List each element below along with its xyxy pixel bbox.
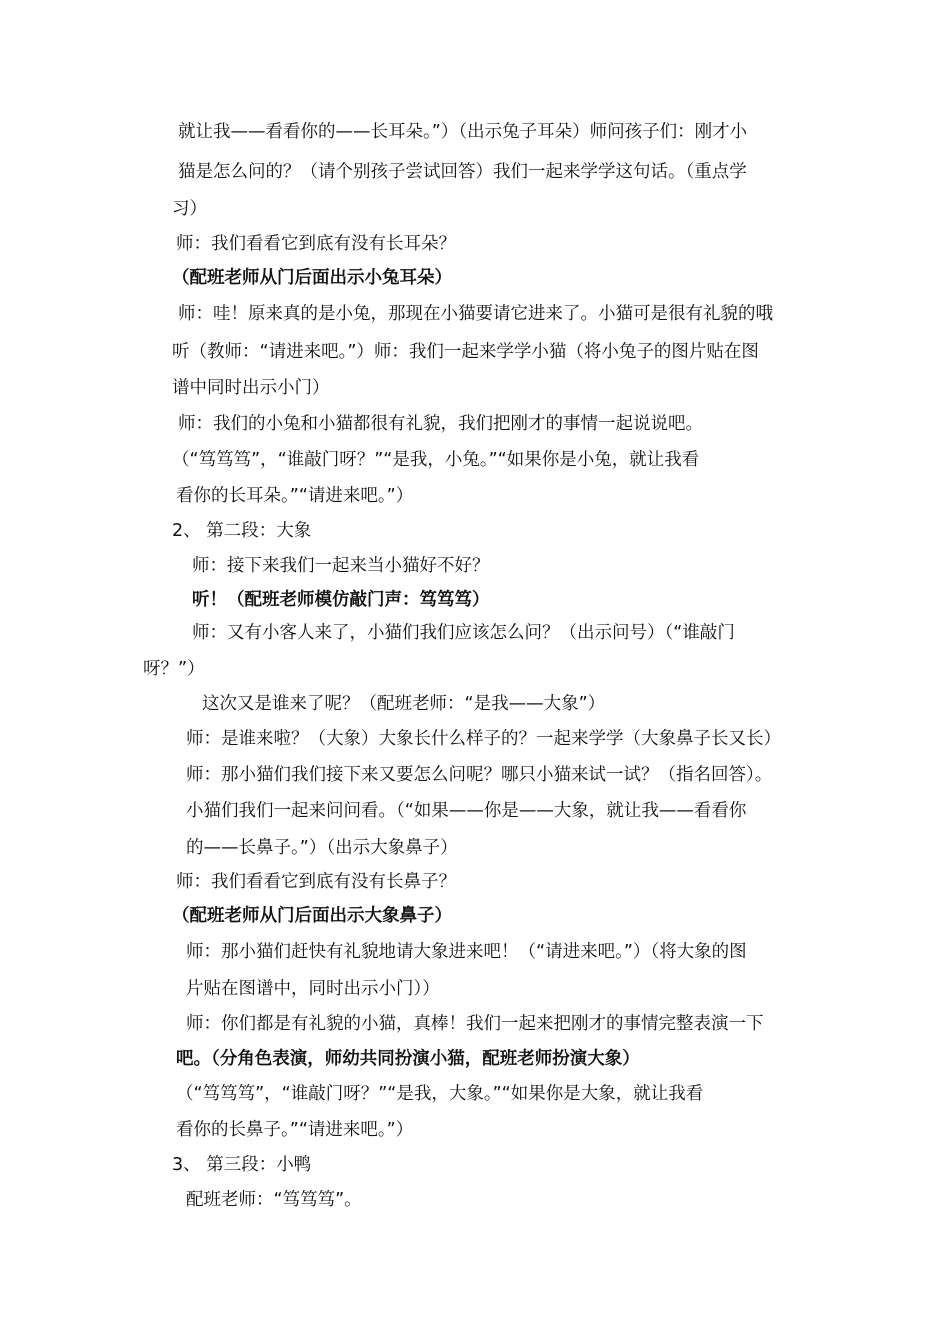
- text-line: 师：接下来我们一起来当小猫好不好？: [192, 556, 490, 576]
- text-line: 师：又有小客人来了，小猫们我们应该怎么问？（出示问号）（“谁敲门: [192, 623, 735, 643]
- bold-stage-direction: 听！（配班老师模仿敲门声：笃笃笃）: [192, 590, 490, 610]
- text-line: 小猫们我们一起来问问看。（“如果——你是——大象，就让我——看看你: [186, 801, 747, 821]
- text-line: 师：那小猫们我们接下来又要怎么问呢？哪只小猫来试一试？（指名回答）。: [186, 765, 773, 785]
- text-line: 呀？”）: [143, 659, 205, 679]
- text-line: 猫是怎么问的？（请个别孩子尝试回答）我们一起来学学这句话。（重点学: [178, 162, 747, 182]
- text-line: 师：那小猫们赶快有礼貌地请大象进来吧！（“请进来吧。”）（将大象的图: [186, 942, 747, 962]
- text-line: 习）: [172, 199, 207, 219]
- text-line: 这次又是谁来了呢？（配班老师：“是我——大象”）: [202, 694, 606, 714]
- text-line: 看你的长耳朵。”“请进来吧。”）: [176, 486, 414, 506]
- text-line: 谱中同时出示小门）: [172, 378, 330, 398]
- text-line: 的——长鼻子。”）（出示大象鼻子）: [186, 838, 458, 858]
- text-line: 师：你们都是有礼貌的小猫，真棒！我们一起来把刚才的事情完整表演一下: [186, 1014, 764, 1034]
- bold-stage-direction: （配班老师从门后面出示小兔耳朵）: [172, 268, 452, 288]
- text-line: 师：我们看看它到底有没有长鼻子？: [176, 872, 456, 892]
- text-line: 师：我们看看它到底有没有长耳朵？: [176, 234, 456, 254]
- text-line: （“笃笃笃”，“谁敲门呀？”“是我，大象。”“如果你是大象，就让我看: [176, 1084, 704, 1104]
- text-line: 片贴在图谱中，同时出示小门））: [186, 979, 440, 999]
- text-line: 听（教师：“请进来吧。”）师：我们一起来学学小猫（将小兔子的图片贴在图: [172, 342, 759, 362]
- text-line: 就让我——看看你的——长耳朵。”）（出示兔子耳朵）师问孩子们：刚才小: [178, 122, 748, 142]
- section-heading: 3、 第三段：小鸭: [172, 1155, 312, 1175]
- text-line: 师：是谁来啦？（大象）大象长什么样子的？一起来学学（大象鼻子长又长）: [186, 729, 781, 749]
- bold-stage-direction: 吧。（分角色表演，师幼共同扮演小猫，配班老师扮演大象）: [176, 1049, 640, 1069]
- bold-stage-direction: （配班老师从门后面出示大象鼻子）: [172, 906, 452, 926]
- text-line: 师：我们的小兔和小猫都很有礼貌，我们把刚才的事情一起说说吧。: [178, 414, 703, 434]
- text-line: 师：哇！原来真的是小兔，那现在小猫要请它进来了。小猫可是很有礼貌的哦: [178, 304, 773, 324]
- text-line: 配班老师：“笃笃笃”。: [186, 1190, 362, 1210]
- text-line: （“笃笃笃”，“谁敲门呀？”“是我，小兔。”“如果你是小兔，就让我看: [172, 450, 700, 470]
- section-heading: 2、 第二段：大象: [172, 521, 312, 541]
- text-line: 看你的长鼻子。”“请进来吧。”）: [176, 1120, 414, 1140]
